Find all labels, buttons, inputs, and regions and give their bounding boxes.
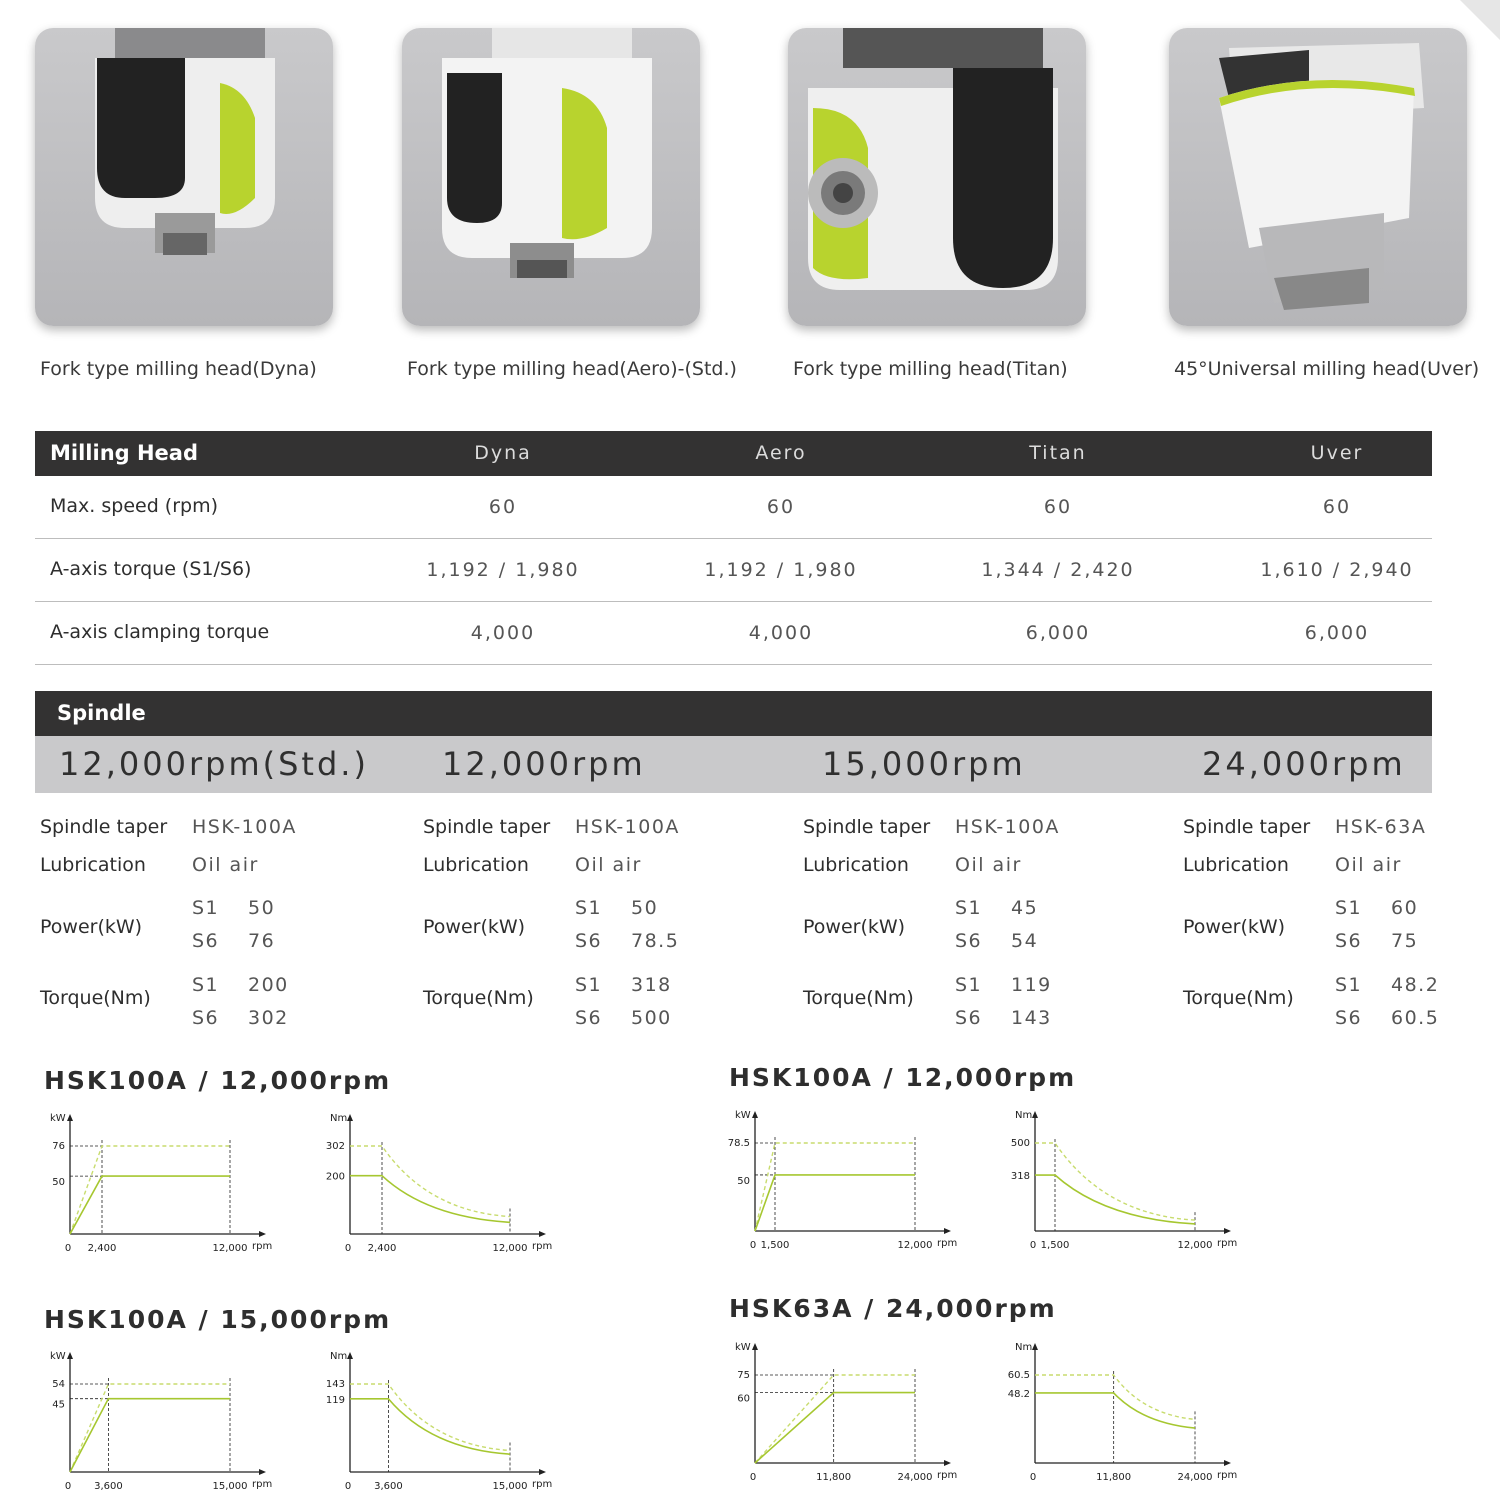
table-cell: 4,000 — [470, 622, 536, 644]
y-tick-label-s1: 45 — [52, 1399, 65, 1411]
y-axis-arrow — [67, 1114, 73, 1121]
x-tick-label: 15,000 — [492, 1481, 528, 1492]
spec-s6-label: S6 — [1335, 1007, 1363, 1029]
spec-label: Power(kW) — [803, 916, 906, 938]
spec-value: 50 — [631, 897, 659, 919]
milling-head-header — [35, 431, 1432, 476]
table-cell: 1,192 / 1,980 — [704, 559, 858, 581]
torque-chart-svg — [310, 1106, 560, 1256]
spec-label: Torque(Nm) — [40, 987, 151, 1009]
power-chart — [715, 1335, 965, 1485]
spec-value: HSK-100A — [192, 816, 297, 838]
x-axis-arrow — [1224, 1228, 1231, 1234]
spec-s6-label: S6 — [192, 1007, 220, 1029]
y-axis-arrow — [347, 1352, 353, 1359]
y-tick-label-s6: 143 — [325, 1379, 345, 1390]
spec-value: Oil air — [575, 854, 642, 876]
spindle-rpm: 24,000rpm — [1202, 745, 1406, 783]
x-axis-unit: rpm — [252, 1479, 273, 1490]
spec-s1-label: S1 — [575, 974, 603, 996]
s1-power-line — [755, 1393, 915, 1463]
chart-group-title: HSK100A / 12,000rpm — [44, 1066, 392, 1095]
x-tick-label: 0 — [344, 1481, 352, 1492]
spec-value: 200 — [248, 974, 289, 996]
table-cell: 60 — [1322, 496, 1352, 518]
x-tick-label: 15,000 — [212, 1481, 248, 1492]
x-tick-label: 12,000 — [1177, 1240, 1213, 1251]
y-tick-label-s1: 48.2 — [1007, 1388, 1030, 1400]
x-tick-label: 11,800 — [816, 1472, 852, 1483]
table-row — [35, 476, 1432, 539]
milling-head-title: Milling Head — [50, 441, 199, 465]
s1-torque-line — [1035, 1175, 1195, 1224]
product-caption: 45°Universal milling head(Uver) — [1174, 358, 1480, 380]
spec-value: 302 — [248, 1007, 289, 1029]
product-uver — [1169, 28, 1480, 380]
spec-s1-label: S1 — [955, 897, 983, 919]
x-tick-label: 0 — [1029, 1472, 1037, 1483]
product-caption: Fork type milling head(Aero)-(Std.) — [407, 358, 737, 380]
spec-value: 500 — [631, 1007, 672, 1029]
y-tick-label-s6: 60.5 — [1007, 1370, 1030, 1381]
s1-power-line — [70, 1176, 230, 1234]
s6-power-line — [70, 1384, 230, 1472]
table-cell: 1,344 / 2,420 — [981, 559, 1135, 581]
x-axis-arrow — [944, 1460, 951, 1466]
spec-value: 143 — [1011, 1007, 1052, 1029]
s1-power-line — [755, 1175, 915, 1231]
y-axis-label: Nm — [330, 1113, 348, 1124]
row-label: Max. speed (rpm) — [50, 495, 219, 517]
x-axis-arrow — [539, 1231, 546, 1237]
s1-power-line — [70, 1399, 230, 1472]
s6-torque-line — [350, 1384, 510, 1450]
x-axis-unit: rpm — [532, 1241, 553, 1252]
s6-torque-line — [1035, 1143, 1195, 1220]
table-cell: 6,000 — [1025, 622, 1091, 644]
product-caption: Fork type milling head(Titan) — [793, 358, 1068, 380]
y-tick-label-s6: 75 — [737, 1370, 750, 1381]
x-tick-label: 12,000 — [492, 1243, 528, 1254]
y-tick-label-s6: 76 — [52, 1141, 65, 1152]
y-tick-label-s1: 318 — [1010, 1171, 1030, 1183]
x-tick-label: 2,400 — [87, 1243, 117, 1254]
y-axis-label: kW — [735, 1342, 751, 1353]
spindle-spec-block — [1183, 808, 1500, 1038]
x-axis-arrow — [259, 1231, 266, 1237]
chart-group-title: HSK100A / 15,000rpm — [44, 1305, 392, 1334]
y-axis-arrow — [752, 1111, 758, 1118]
x-tick-label: 0 — [749, 1240, 757, 1251]
spindle-rpm: 12,000rpm(Std.) — [59, 745, 369, 783]
torque-chart — [995, 1335, 1245, 1485]
power-chart — [30, 1106, 280, 1256]
y-axis-label: Nm — [1015, 1110, 1033, 1121]
spec-s6-label: S6 — [192, 930, 220, 952]
s1-torque-line — [350, 1176, 510, 1223]
y-axis-label: kW — [50, 1113, 66, 1124]
torque-chart — [310, 1106, 560, 1256]
product-caption: Fork type milling head(Dyna) — [40, 358, 317, 380]
y-axis-arrow — [1032, 1343, 1038, 1350]
spec-s1-label: S1 — [575, 897, 603, 919]
spec-value: 75 — [1391, 930, 1419, 952]
spec-value: Oil air — [1335, 854, 1402, 876]
torque-chart-svg — [310, 1344, 560, 1494]
table-row — [35, 602, 1432, 665]
spec-value: HSK-100A — [575, 816, 680, 838]
s1-torque-line — [1035, 1393, 1195, 1428]
spec-value: Oil air — [192, 854, 259, 876]
spindle-spec-block — [803, 808, 1133, 1038]
chart-group-title: HSK100A / 12,000rpm — [729, 1063, 1077, 1092]
x-tick-label: 12,000 — [212, 1243, 248, 1254]
y-tick-label-s1: 119 — [325, 1394, 345, 1406]
spec-value: 50 — [248, 897, 276, 919]
torque-chart — [995, 1103, 1245, 1253]
y-axis-arrow — [752, 1343, 758, 1350]
torque-chart — [310, 1344, 560, 1494]
power-chart — [30, 1344, 280, 1494]
x-tick-label: 0 — [64, 1481, 72, 1492]
spec-label: Torque(Nm) — [423, 987, 534, 1009]
spec-s6-label: S6 — [1335, 930, 1363, 952]
table-cell: 60 — [766, 496, 796, 518]
table-cell: 60 — [488, 496, 518, 518]
y-axis-label: Nm — [330, 1351, 348, 1362]
column-header: Titan — [1029, 442, 1087, 464]
x-tick-label: 0 — [749, 1472, 757, 1483]
x-tick-label: 3,600 — [94, 1481, 123, 1492]
spec-value: 48.2 — [1391, 974, 1440, 996]
spindle-rpm: 12,000rpm — [442, 745, 646, 783]
x-axis-arrow — [944, 1228, 951, 1234]
spec-s1-label: S1 — [955, 974, 983, 996]
table-cell: 60 — [1043, 496, 1073, 518]
power-chart-svg — [715, 1103, 965, 1253]
row-label: A-axis torque (S1/S6) — [50, 558, 252, 580]
x-tick-label: 3,600 — [374, 1481, 403, 1492]
y-tick-label-s1: 200 — [325, 1171, 345, 1183]
power-chart-svg — [30, 1106, 280, 1256]
spec-value: 76 — [248, 930, 276, 952]
spec-label: Lubrication — [40, 854, 146, 876]
y-axis-arrow — [67, 1352, 73, 1359]
y-tick-label-s1: 60 — [737, 1393, 750, 1405]
x-axis-arrow — [259, 1469, 266, 1475]
spec-label: Lubrication — [803, 854, 909, 876]
spec-label: Spindle taper — [40, 816, 168, 838]
spec-value: 54 — [1011, 930, 1039, 952]
product-titan — [788, 28, 1088, 380]
spec-value: 318 — [631, 974, 672, 996]
torque-chart-svg — [995, 1103, 1245, 1253]
spec-label: Lubrication — [423, 854, 529, 876]
table-cell: 1,192 / 1,980 — [426, 559, 580, 581]
s1-torque-line — [350, 1399, 510, 1454]
s6-power-line — [755, 1375, 915, 1463]
column-header: Aero — [755, 442, 807, 464]
x-axis-unit: rpm — [937, 1470, 958, 1481]
spec-s6-label: S6 — [955, 1007, 983, 1029]
spec-s6-label: S6 — [575, 930, 603, 952]
y-tick-label-s6: 302 — [325, 1141, 345, 1152]
x-axis-unit: rpm — [937, 1238, 958, 1249]
s6-torque-line — [1035, 1375, 1195, 1419]
x-tick-label: 0 — [1029, 1240, 1037, 1251]
spec-value: 78.5 — [631, 930, 680, 952]
fork-head-dyna-photo — [35, 28, 333, 326]
y-axis-label: kW — [50, 1351, 66, 1362]
x-axis-unit: rpm — [532, 1479, 553, 1490]
spindle-header — [35, 691, 1432, 736]
spec-label: Spindle taper — [803, 816, 931, 838]
y-tick-label-s1: 50 — [52, 1177, 65, 1189]
product-dyna — [35, 28, 335, 380]
product-aero — [402, 28, 737, 380]
spindle-spec-block — [423, 808, 753, 1038]
x-tick-label: 24,000 — [897, 1472, 933, 1483]
fork-head-aero-photo — [402, 28, 700, 326]
spindle-rpm: 15,000rpm — [822, 745, 1026, 783]
spec-value: 45 — [1011, 897, 1039, 919]
table-cell: 6,000 — [1304, 622, 1370, 644]
spec-value: HSK-100A — [955, 816, 1060, 838]
fork-head-titan-photo — [788, 28, 1086, 326]
spindle-title: Spindle — [57, 701, 146, 725]
spec-s1-label: S1 — [192, 897, 220, 919]
x-axis-unit: rpm — [1217, 1238, 1238, 1249]
x-axis-unit: rpm — [252, 1241, 273, 1252]
table-cell: 4,000 — [748, 622, 814, 644]
spec-value: 60 — [1391, 897, 1419, 919]
spec-s1-label: S1 — [1335, 974, 1363, 996]
x-tick-label: 0 — [344, 1243, 352, 1254]
y-axis-arrow — [1032, 1111, 1038, 1118]
spindle-rpm-band — [35, 736, 1432, 793]
spec-label: Power(kW) — [1183, 916, 1286, 938]
spindle-spec-block — [40, 808, 370, 1038]
chart-group-title: HSK63A / 24,000rpm — [729, 1294, 1057, 1323]
x-axis-arrow — [1224, 1460, 1231, 1466]
spec-s6-label: S6 — [955, 930, 983, 952]
spec-s1-label: S1 — [192, 974, 220, 996]
spec-s6-label: S6 — [575, 1007, 603, 1029]
y-tick-label-s6: 500 — [1010, 1138, 1030, 1149]
torque-chart-svg — [995, 1335, 1245, 1485]
y-tick-label-s6: 78.5 — [727, 1138, 750, 1149]
spec-label: Power(kW) — [423, 916, 526, 938]
table-cell: 1,610 / 2,940 — [1260, 559, 1414, 581]
power-chart — [715, 1103, 965, 1253]
y-tick-label-s6: 54 — [52, 1379, 65, 1390]
y-axis-arrow — [347, 1114, 353, 1121]
x-tick-label: 1,500 — [760, 1240, 790, 1251]
spec-s1-label: S1 — [1335, 897, 1363, 919]
spec-label: Lubrication — [1183, 854, 1289, 876]
spec-label: Spindle taper — [1183, 816, 1311, 838]
spec-value: 60.5 — [1391, 1007, 1440, 1029]
spec-label: Power(kW) — [40, 916, 143, 938]
power-chart-svg — [715, 1335, 965, 1485]
spec-value: HSK-63A — [1335, 816, 1427, 838]
y-axis-label: Nm — [1015, 1342, 1033, 1353]
y-axis-label: kW — [735, 1110, 751, 1121]
y-tick-label-s1: 50 — [737, 1175, 750, 1187]
table-row — [35, 539, 1432, 602]
spec-value: 119 — [1011, 974, 1052, 996]
milling-head-table — [35, 431, 1432, 665]
column-header: Dyna — [474, 442, 532, 464]
row-label: A-axis clamping torque — [50, 621, 270, 643]
x-axis-arrow — [539, 1469, 546, 1475]
x-axis-unit: rpm — [1217, 1470, 1238, 1481]
x-tick-label: 24,000 — [1177, 1472, 1213, 1483]
column-header: Uver — [1310, 442, 1364, 464]
x-tick-label: 1,500 — [1040, 1240, 1070, 1251]
spec-label: Torque(Nm) — [803, 987, 914, 1009]
spec-label: Spindle taper — [423, 816, 551, 838]
x-tick-label: 2,400 — [367, 1243, 397, 1254]
spec-label: Torque(Nm) — [1183, 987, 1294, 1009]
x-tick-label: 12,000 — [897, 1240, 933, 1251]
x-tick-label: 0 — [64, 1243, 72, 1254]
universal-head-uver-photo — [1169, 28, 1467, 326]
s6-power-line — [755, 1143, 915, 1231]
power-chart-svg — [30, 1344, 280, 1494]
spec-value: Oil air — [955, 854, 1022, 876]
x-tick-label: 11,800 — [1096, 1472, 1132, 1483]
